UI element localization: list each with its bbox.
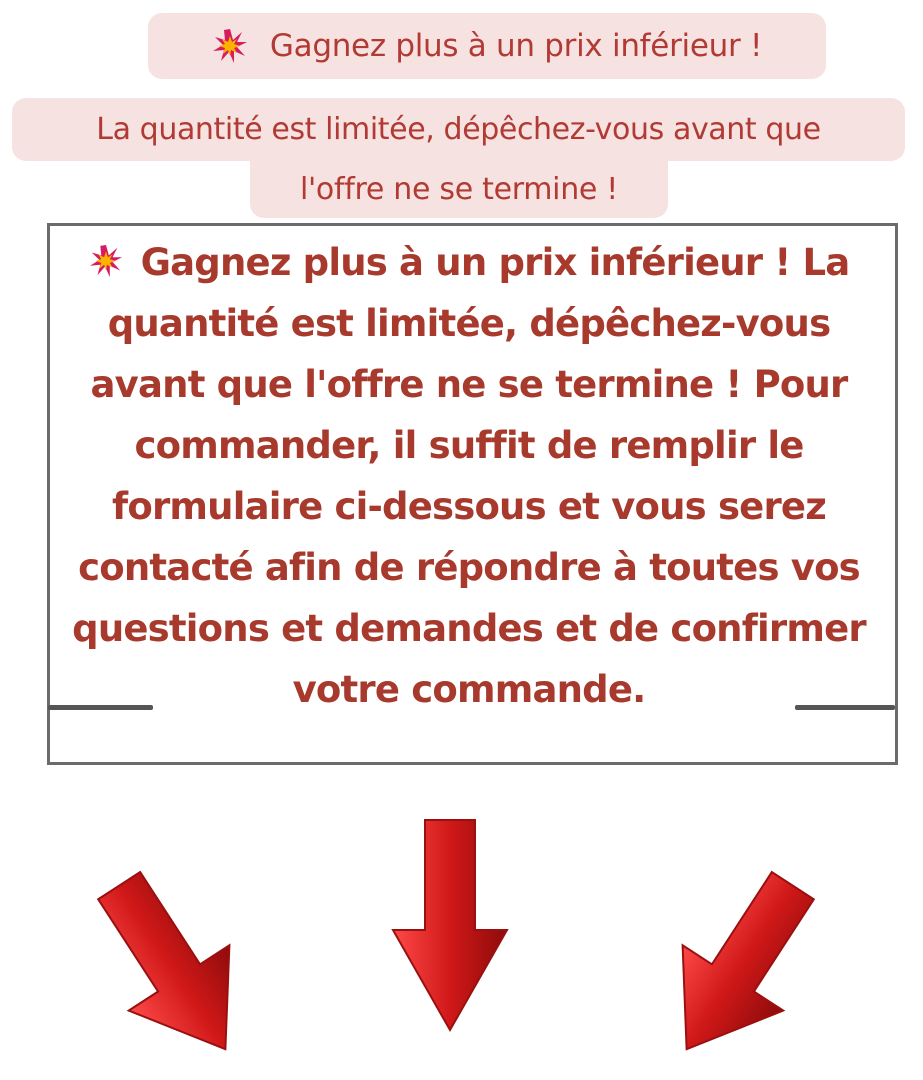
notice-text: Gagnez plus à un prix inférieur ! La quantité est limitée, dépêchez-vous avant que l'offre ne se termine ! Pour commander, il suffit de remplir le formulaire ci-dessous et vous serez contacté afin de répondre à toutes vos questions et demandes et de confirmer votre commande.	[72, 241, 866, 711]
arrow-down-right-icon	[82, 860, 262, 1075]
collision-burst-icon	[212, 28, 248, 64]
collision-burst-icon	[89, 235, 123, 269]
subline-text-1: La quantité est limitée, dépêchez-vous avant que	[96, 112, 821, 147]
subline-pill	[12, 98, 905, 161]
arrow-down-left-icon	[650, 860, 830, 1075]
arrow-down-icon	[385, 815, 515, 1040]
headline-pill	[148, 13, 826, 79]
subline-pill-continued	[250, 160, 668, 218]
notice-message	[48, 232, 890, 720]
headline-text: Gagnez plus à un prix inférieur !	[269, 28, 763, 64]
subline-text-2: l'offre ne se termine !	[299, 171, 619, 207]
